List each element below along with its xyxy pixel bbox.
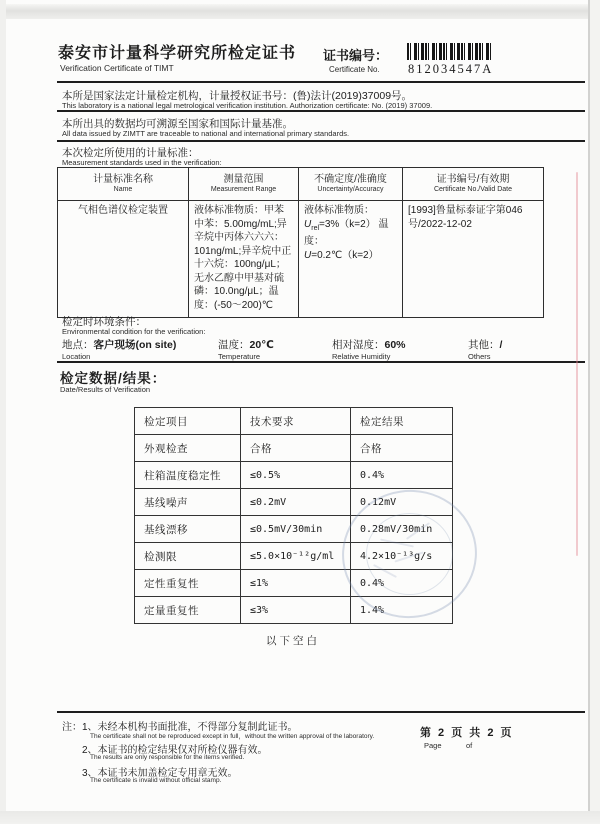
result-requirement: 合格 — [241, 435, 351, 462]
result-requirement: ≤5.0×10⁻¹²g/ml — [241, 543, 351, 570]
scan-edge-bottom — [0, 811, 600, 824]
standard-name: 气相色谱仪检定装置 — [58, 201, 189, 318]
standards-data-row — [58, 201, 544, 318]
result-item: 检测限 — [135, 543, 241, 570]
env-others-en: Others — [468, 352, 491, 361]
divider — [57, 711, 585, 713]
result-requirement: ≤0.5mV/30min — [241, 516, 351, 543]
result-value: 0.4% — [351, 462, 453, 489]
traceability-statement-en: All data issued by ZIMTT are traceable to national and international primary standards. — [62, 129, 350, 138]
env-temperature: 温度：20℃ — [218, 339, 274, 351]
cert-no-label-en: Certificate No. — [329, 65, 380, 74]
env-location-en: Location — [62, 352, 91, 361]
scan-edge-top — [6, 4, 592, 19]
result-item: 定性重复性 — [135, 570, 241, 597]
result-requirement: ≤0.2mV — [241, 489, 351, 516]
scan-edge-right — [590, 0, 600, 824]
standards-col-certno: 证书编号/有效期 Certificate No./Valid Date — [403, 168, 544, 201]
results-header-row — [135, 408, 453, 435]
results-col-item: 检定项目 — [135, 408, 241, 435]
note-3-en: The certificate is invalid without official stamp. — [90, 777, 222, 784]
certificate-number: 812034547A — [408, 62, 494, 76]
environment-heading-cn: 检定时环境条件： — [62, 316, 146, 328]
result-value: 4.2×10⁻¹³g/s — [351, 543, 453, 570]
result-value: 0.12mV — [351, 489, 453, 516]
end-of-data-note: 以下空白 — [266, 635, 320, 647]
table-row — [135, 489, 453, 516]
table-row — [135, 570, 453, 597]
standards-table — [57, 167, 544, 318]
result-requirement: ≤0.5% — [241, 462, 351, 489]
standards-header-row — [58, 168, 544, 201]
authorization-statement-cn: 本所是国家法定计量检定机构，计量授权证书号：(鲁)法计(2019)37009号。 — [62, 90, 413, 102]
result-item: 定量重复性 — [135, 597, 241, 624]
result-item: 基线漂移 — [135, 516, 241, 543]
table-row — [135, 597, 453, 624]
result-item: 基线噪声 — [135, 489, 241, 516]
certificate-title-cn: 泰安市计量科学研究所检定证书 — [58, 45, 297, 62]
result-item: 柱箱温度稳定性 — [135, 462, 241, 489]
scan-edge-left — [0, 0, 6, 824]
result-item: 外观检查 — [135, 435, 241, 462]
table-row — [135, 435, 453, 462]
pencil-mark — [576, 172, 578, 556]
result-requirement: ≤1% — [241, 570, 351, 597]
standards-heading-en: Measurement standards used in the verification: — [62, 158, 222, 167]
standards-col-uncertainty: 不确定度/准确度 Uncertainty/Accuracy — [299, 168, 403, 201]
divider — [57, 110, 585, 112]
authorization-statement-en: This laboratory is a national legal metrological verification institution. Authorization certificate: No. (2019) 37009. — [62, 101, 433, 110]
note-1-en: The certificate shall not be reproduced except in full，without the written approval of the laboratory. — [90, 733, 375, 740]
divider — [57, 361, 585, 363]
paper-edge-shadow — [588, 0, 590, 824]
note-2-cn: 2、本证书的检定结果仅对所检仪器有效。 — [82, 745, 268, 756]
result-value: 0.4% — [351, 570, 453, 597]
cert-no-label-cn: 证书编号： — [323, 48, 389, 63]
results-col-requirement: 技术要求 — [241, 408, 351, 435]
env-humidity-en: Relative Humidity — [332, 352, 391, 361]
env-humidity: 相对湿度：60% — [332, 339, 406, 351]
notes-label: 注： — [62, 722, 82, 733]
environment-heading-en: Environmental condition for the verification: — [62, 327, 206, 336]
results-table — [134, 407, 453, 624]
results-heading-cn: 检定数据/结果： — [60, 371, 167, 386]
divider — [57, 140, 585, 142]
page-word: Page — [424, 741, 442, 750]
page-number: 第 2 页 共 2 页 — [420, 727, 514, 739]
env-others: 其他：/ — [468, 339, 503, 351]
note-3-cn: 3、本证书未加盖检定专用章无效。 — [82, 768, 238, 779]
barcode — [407, 43, 491, 60]
of-word: of — [466, 741, 473, 750]
result-value: 0.28mV/30min — [351, 516, 453, 543]
table-row — [135, 543, 453, 570]
note-1-cn: 1、未经本机构书面批准，不得部分复制此证书。 — [82, 722, 298, 733]
note-2-en: The results are only responsible for the items verified. — [90, 754, 245, 761]
results-col-result: 检定结果 — [351, 408, 453, 435]
table-row — [135, 516, 453, 543]
env-location: 地点：客户现场(on site) — [62, 339, 177, 351]
table-row — [135, 462, 453, 489]
result-requirement: ≤3% — [241, 597, 351, 624]
env-temperature-en: Temperature — [218, 352, 261, 361]
standard-certificate: [1993]鲁量标泰证字第046号/2022-12-02 — [403, 201, 544, 318]
standard-uncertainty: 液体标准物质：$U_{rel}=3\%(k=2)$ 温度：U=0.2℃（k=2） — [299, 201, 403, 318]
result-value: 1.4% — [351, 597, 453, 624]
standards-heading-cn: 本次检定所使用的计量标准： — [62, 147, 199, 159]
standard-range: 液体标准物质：甲苯中苯：5.00mg/mL;异辛烷中丙体六六六：101ng/mL;异辛烷中正十六烷：100ng/μL；无水乙醇中甲基对硫磷：10.0ng/μL；温度：(-50～200)℃ — [189, 201, 299, 318]
divider — [57, 81, 585, 83]
certificate-title-en: Verification Certificate of TIMT — [60, 63, 174, 73]
traceability-statement-cn: 本所出具的数据均可溯源至国家和国际计量基准。 — [62, 118, 293, 130]
standards-col-range: 测量范围 Measurement Range — [189, 168, 299, 201]
standards-col-name: 计量标准名称 Name — [58, 168, 189, 201]
result-value: 合格 — [351, 435, 453, 462]
results-heading-en: Date/Results of Verification — [60, 385, 151, 394]
